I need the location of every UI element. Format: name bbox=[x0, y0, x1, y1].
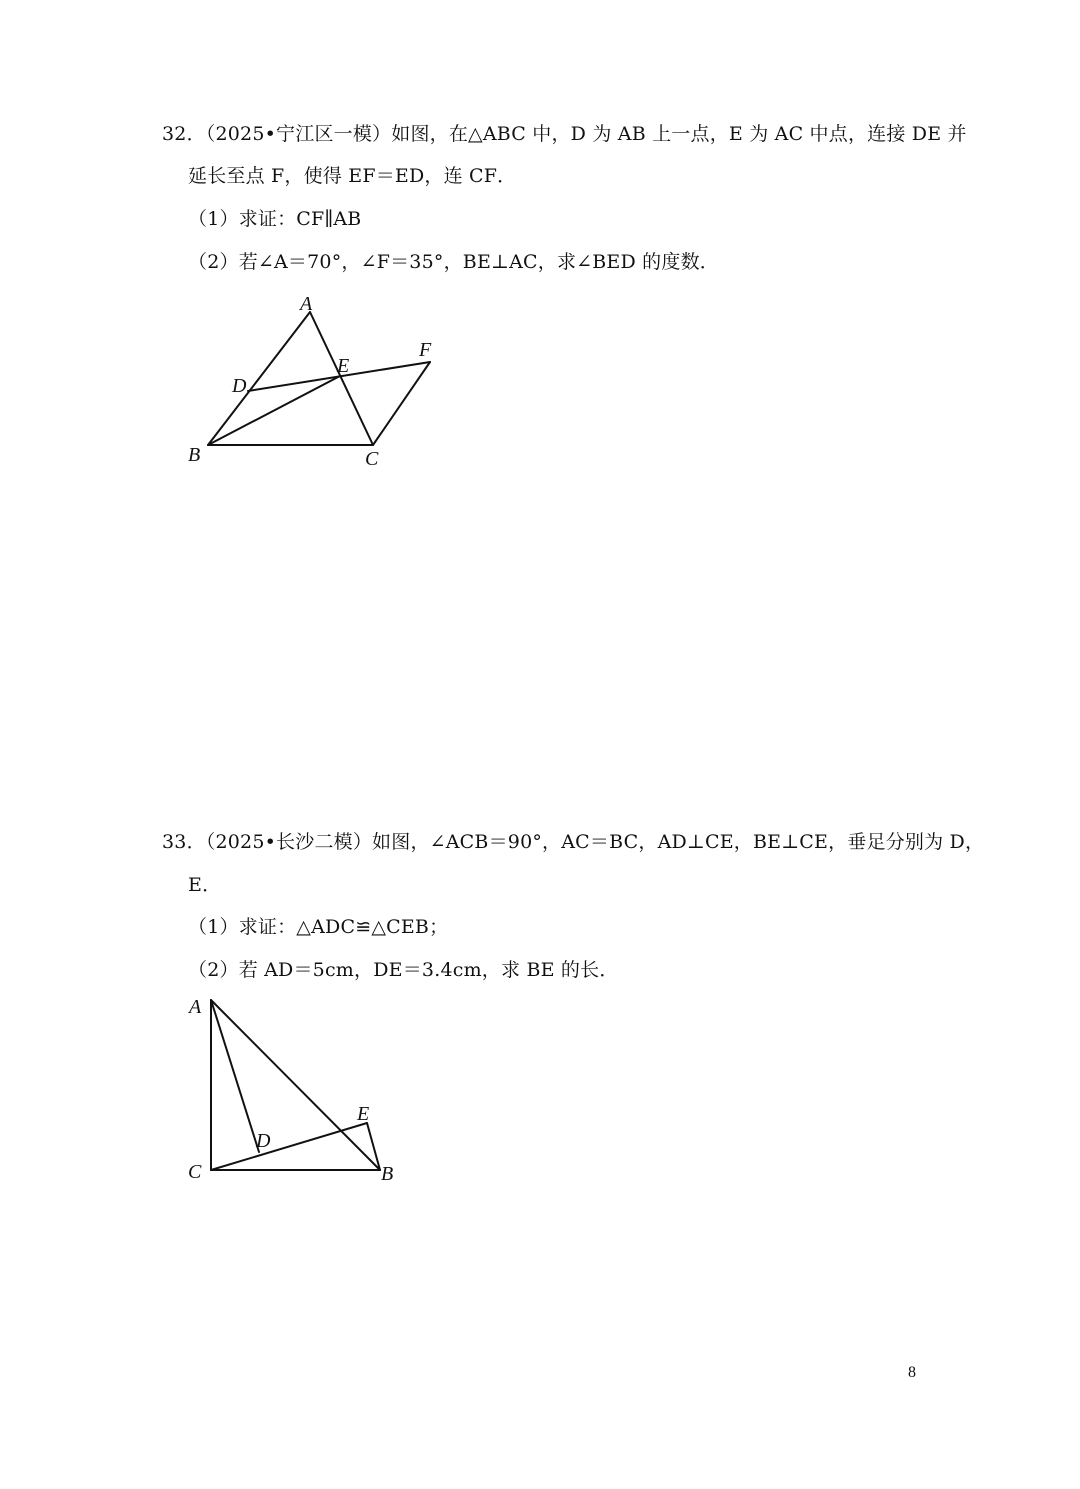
vertex-label-a: A bbox=[300, 293, 313, 315]
problem-32-figure bbox=[180, 290, 450, 475]
vertex-label-f: F bbox=[419, 339, 432, 361]
vertex-label-b: B bbox=[188, 444, 201, 466]
vertex-label-e: E bbox=[337, 355, 350, 377]
segment-ce bbox=[211, 1123, 367, 1170]
vertex-label-d: D bbox=[232, 375, 247, 397]
problem-33-part-1: （1）求证：△ADC≌△CEB； bbox=[188, 916, 449, 938]
segment-ac bbox=[310, 312, 373, 445]
problem-33-line-2: E． bbox=[188, 874, 222, 896]
page-number: 8 bbox=[908, 1364, 916, 1381]
problem-32-geometry-diagram bbox=[180, 290, 450, 475]
problem-32-part-1: （1）求证：CF∥AB bbox=[188, 208, 362, 230]
problem-32-line-1: 32．（2025•宁江区一模）如图，在△ABC 中，D 为 AB 上一点，E 为 AC 中点，连接 DE 并 bbox=[162, 123, 967, 145]
vertex-label-a: A bbox=[189, 996, 202, 1018]
vertex-label-c: C bbox=[365, 448, 379, 470]
segment-ab bbox=[208, 312, 310, 445]
problem-33-line-1: 33．（2025•长沙二模）如图，∠ACB＝90°，AC＝BC，AD⊥CE，BE⊥CE，垂足分别为 D， bbox=[162, 831, 985, 853]
vertex-label-b: B bbox=[381, 1163, 394, 1185]
vertex-label-e: E bbox=[357, 1103, 370, 1125]
problem-33-part-2: （2）若 AD＝5cm，DE＝3.4cm，求 BE 的长． bbox=[188, 959, 619, 981]
problem-32-part-2: （2）若∠A＝70°，∠F＝35°，BE⊥AC，求∠BED 的度数． bbox=[188, 251, 719, 273]
problem-33-figure bbox=[180, 990, 410, 1190]
problem-33-geometry-diagram bbox=[180, 990, 410, 1190]
vertex-label-d: D bbox=[256, 1130, 271, 1152]
segment-cf bbox=[373, 362, 430, 445]
problem-32-line-2: 延长至点 F，使得 EF＝ED，连 CF． bbox=[188, 165, 517, 187]
vertex-label-c: C bbox=[188, 1161, 202, 1183]
